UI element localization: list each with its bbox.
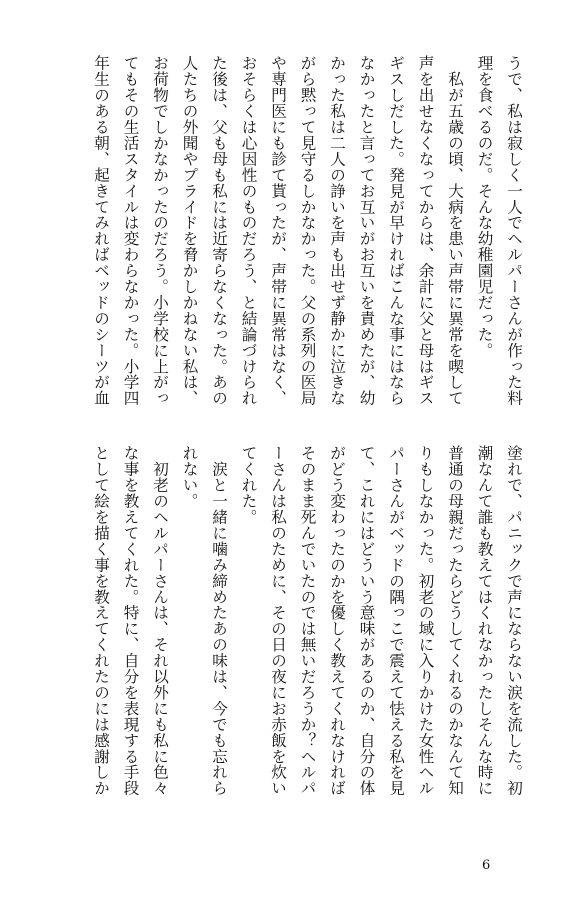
text-line: てくれた。 — [239, 445, 258, 525]
text-line: 塗れで、パニックで声にならない涙を流した。初 — [505, 445, 523, 796]
text-line: パーさんがベッドの隅っこで震えて怯える私を見 — [387, 445, 405, 796]
text-line: うで、私は寂しく一人でヘルパーさんが作った料 — [505, 55, 523, 406]
text-line: がどう変わったのかを優しく教えてくれなければ — [328, 445, 346, 796]
text-line: そのまま死んでいたのでは無いだろうか？ヘルパ — [298, 445, 317, 796]
text-line: ーさんは私のために、その日の夜にお赤飯を炊い — [269, 445, 287, 796]
text-line: 潮なんて誰も教えてはくれなかったしそんな時に — [475, 445, 494, 796]
text-line: 涙と一緒に噛み締めたあの味は、今でも忘れら — [210, 445, 228, 796]
text-line: 初老のヘルパーさんは、それ以外にも私に色々 — [151, 445, 169, 796]
text-line: 人たちの外聞やプライドを脅かしかねない私は、 — [180, 55, 199, 406]
text-line: 年生のある朝、起きてみればベッドのシーツが血 — [92, 55, 110, 406]
text-line: れない。 — [180, 445, 199, 509]
text-line: お荷物でしかなかったのだろう。小学校に上がっ — [151, 55, 169, 406]
text-line: なかったと言ってお互いがお互いを責めたが、幼 — [357, 55, 376, 406]
text-line: て、これにはどういう意味があるのか、自分の体 — [357, 445, 376, 796]
text-line: や専門医にも診て貰ったが、声帯に異常はなく、 — [269, 55, 287, 406]
text-line: てもその生活スタイルは変わらなかった。小学四 — [121, 55, 140, 406]
text-line: た後は、父も母も私には近寄らなくなった。あの — [210, 55, 228, 406]
text-line: 普通の母親だったらどうしてくれるのかなんて知 — [446, 445, 464, 796]
text-line: 私が五歳の頃、大病を患い声帯に異常を喫して — [446, 55, 464, 406]
text-line: 理を食べるのだ。そんな幼稚園児だった。 — [475, 55, 494, 359]
text-line: 声を出せなくなってからは、余計に父と母はギス — [416, 55, 435, 406]
text-line: りもしなかった。初老の域に入りかけた女性ヘル — [416, 445, 435, 796]
page-number: 6 — [482, 858, 491, 873]
text-line: な事を教えてくれた。特に、自分を表現する手段 — [121, 445, 140, 796]
text-line: として絵を描く事を教えてくれたのには感謝しか — [92, 445, 110, 796]
text-line: ギスしだした。発見が早ければこんな事にはなら — [387, 55, 405, 406]
text-block-upper — [86, 55, 529, 436]
text-line: がら黙って見守るしかなかった。父の系列の医局 — [298, 55, 317, 406]
text-line: かった私は二人の諍いを声も出せず静かに泣きな — [328, 55, 346, 406]
text-block-lower — [86, 445, 529, 830]
text-line: おそらくは心因性のものだろう、と結論づけられ — [239, 55, 258, 406]
